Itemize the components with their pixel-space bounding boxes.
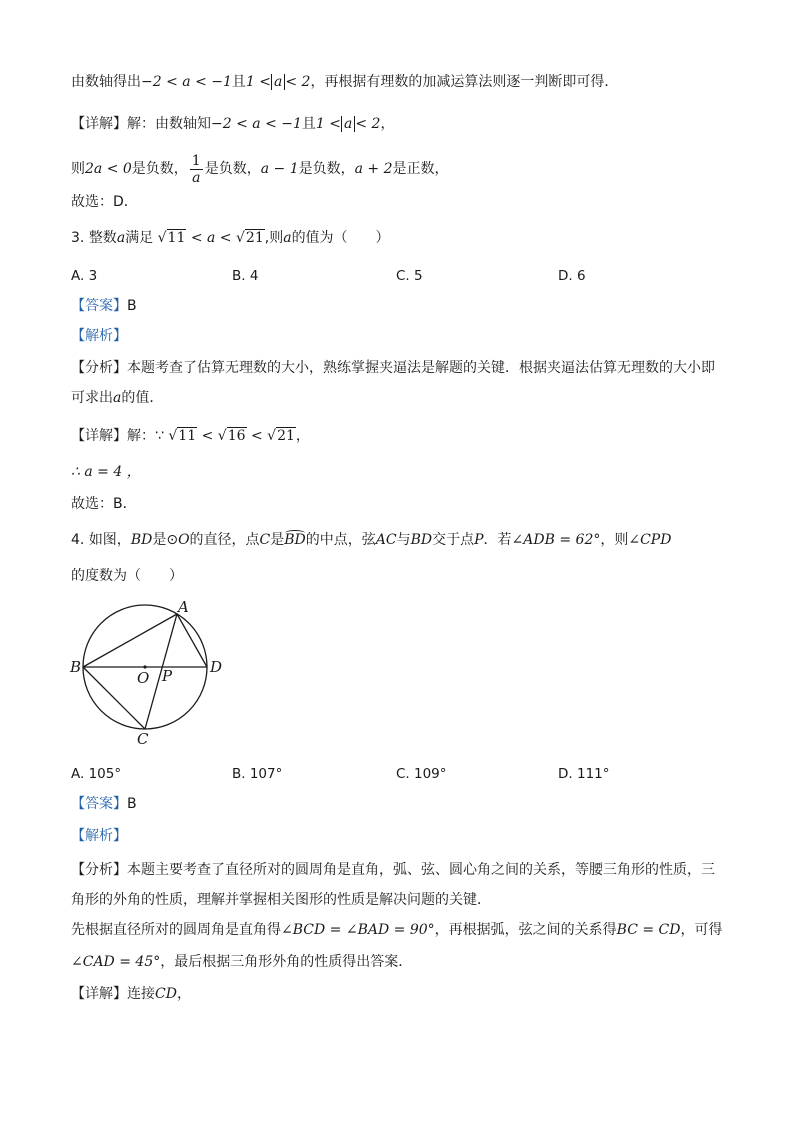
q3-therefore: ∴ a = 4 ， [71, 464, 141, 480]
math-expr: −2 < a < −1 [141, 74, 232, 90]
q3-detail: 【详解】解：∵ √11 < √16 < √21， [71, 428, 310, 444]
q4-option-b: B. 107° [232, 766, 283, 782]
fraction: $\frac{1}{a}$ [191, 152, 201, 186]
label-o: O [137, 669, 150, 687]
text-line-1: 由数轴得出−2 < a < −1且1 < a < 2，再根据有理数的加减运算法则逐一判断即可得． [71, 74, 619, 90]
q4-detail: 【详解】连接CD， [71, 986, 191, 1002]
sqrt-21: √21 [236, 230, 264, 246]
q3-option-a: A. 3 [71, 268, 98, 284]
q3-choose: 故选：B． [71, 496, 137, 512]
chord-ba [83, 614, 177, 667]
text-line-3: 则2a < 0是负数， $\frac{1}{a}$ 是负数，a − 1是负数，a + 2是正数， [71, 152, 449, 186]
q3-option-b: B. 4 [232, 268, 259, 284]
q4-fenxi-line-1: 【分析】本题主要考查了直径所对的圆周角是直角，弧、弦、圆心角之间的关系，等腰三角形的性质，三 [71, 862, 715, 878]
chord-bc [83, 667, 145, 729]
question-4-line-2: 的度数为（ ） [71, 568, 183, 584]
q3-analysis-tag: 【解析】 [71, 328, 127, 344]
q3-fenxi-line-2: 可求出a的值． [71, 390, 164, 406]
q3-option-c: C. 5 [396, 268, 423, 284]
q4-option-a: A. 105° [71, 766, 122, 782]
q4-explain-line-2: ∠CAD = 45°，最后根据三角形外角的性质得出答案． [71, 954, 413, 970]
label-d: D [210, 658, 223, 676]
q4-explain-line-1: 先根据直径所对的圆周角是直角得∠BCD = ∠BAD = 90°，再根据弧，弦之间的关系得BC = CD，可得 [71, 922, 723, 938]
abs-value: a [271, 74, 285, 90]
abs-value: a [341, 116, 355, 132]
detail-tag: 【详解】 [71, 116, 127, 132]
q3-answer: 【答案】B [71, 298, 137, 314]
choose-line-d: 故选：D． [71, 194, 138, 210]
chord-ad [177, 614, 207, 667]
question-4: 4. 如图，BD是⊙O的直径，点C是BD的中点，弦AC与BD交于点P．若∠ADB = 62°，则∠CPD [71, 532, 672, 548]
arc-bd: BD [284, 532, 306, 548]
q3-fenxi-line-1: 【分析】本题考查了估算无理数的大小，熟练掌握夹逼法是解题的关键．根据夹逼法估算无理数的大小即 [71, 360, 715, 376]
detail-line-1: 【详解】解：由数轴知−2 < a < −1且1 < a < 2， [71, 116, 395, 132]
label-c: C [137, 730, 149, 748]
q4-fenxi-line-2: 角形的外角的性质，理解并掌握相关图形的性质是解决问题的关键． [71, 892, 491, 908]
q4-option-c: C. 109° [396, 766, 447, 782]
q4-answer: 【答案】B [71, 796, 137, 812]
chord-ac [145, 614, 177, 729]
question-3: 3. 整数a满足 √11 < a < √21,则a的值为（ ） [71, 230, 390, 246]
label-a: A [178, 598, 189, 616]
label-p: P [162, 667, 173, 685]
q4-analysis-tag: 【解析】 [71, 828, 127, 844]
sqrt-11: √11 [157, 230, 186, 246]
label-b: B [70, 658, 82, 676]
q4-option-d: D. 111° [558, 766, 610, 782]
q3-option-d: D. 6 [558, 268, 586, 284]
circle-figure [64, 596, 234, 752]
